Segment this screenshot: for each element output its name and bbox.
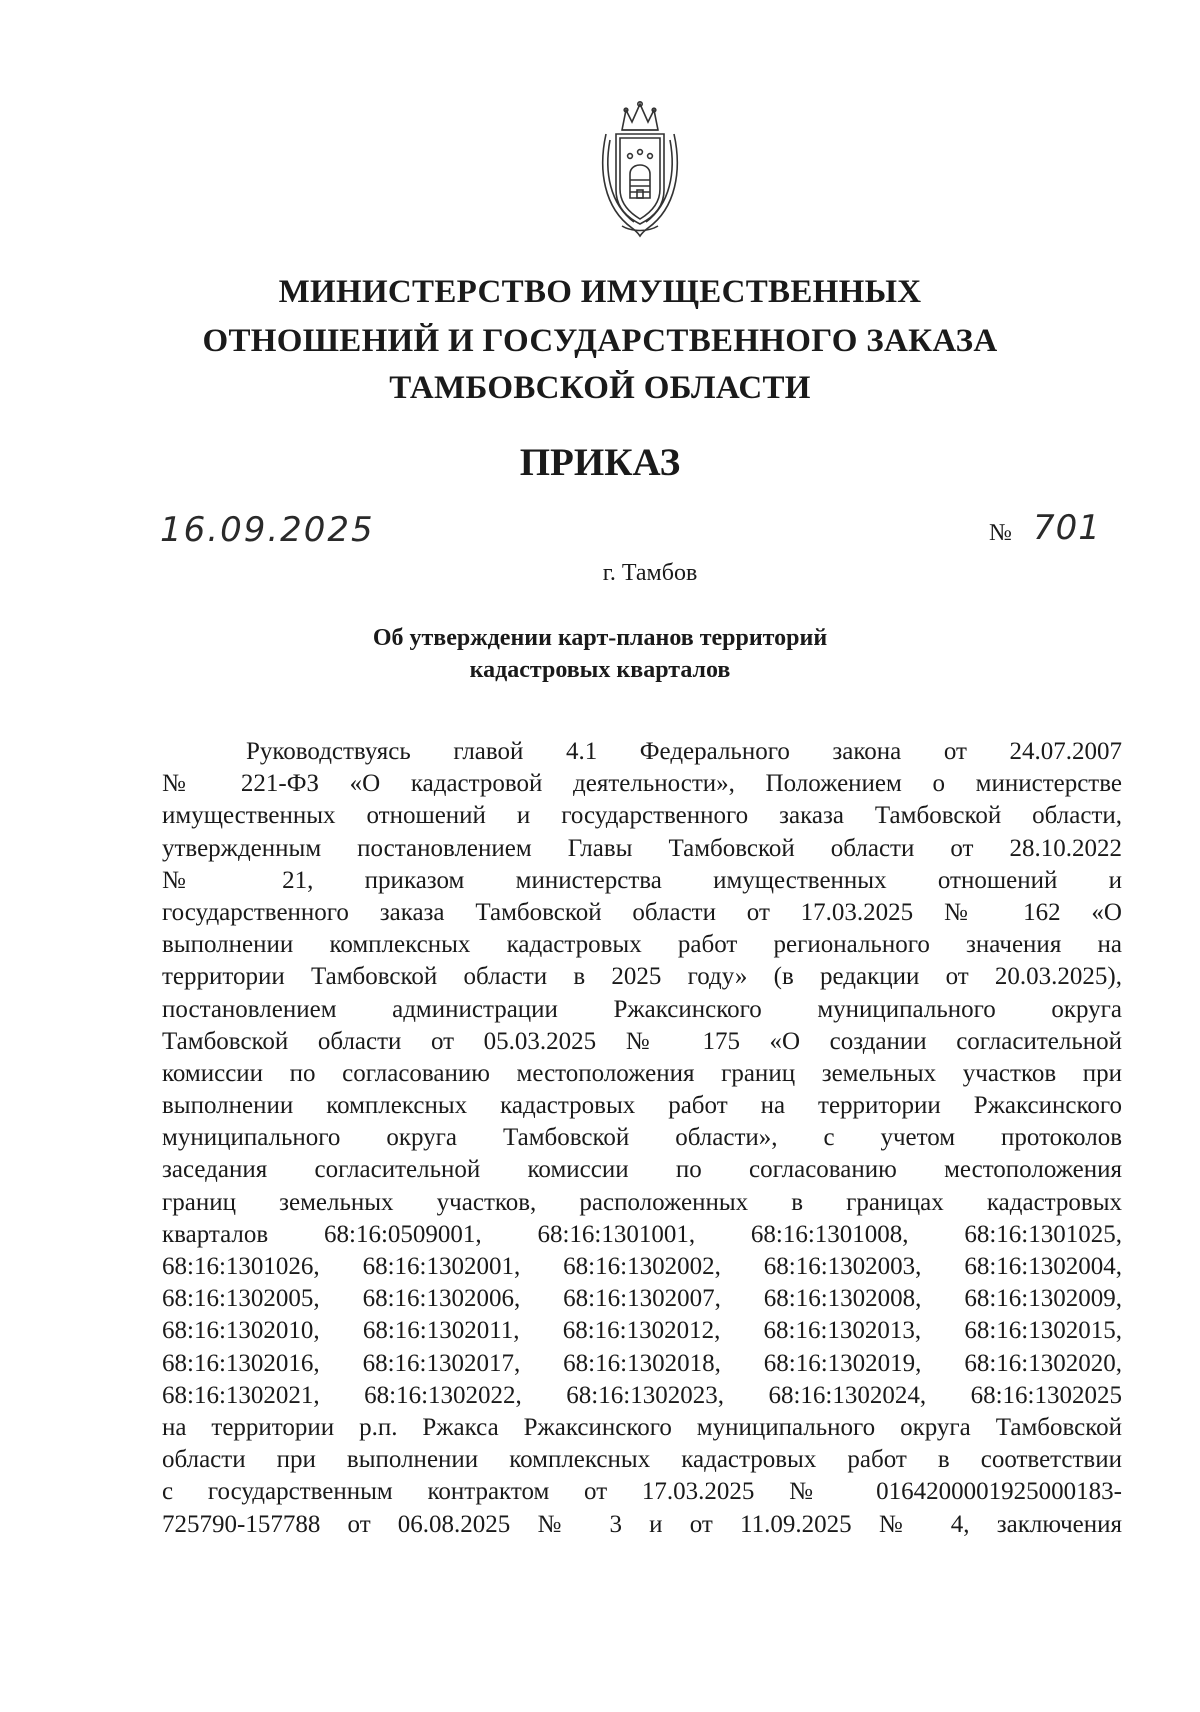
coat-of-arms-emblem — [592, 100, 688, 240]
body-line: территории Тамбовской области в 2025 году» (в редакции от 20.03.2025), — [162, 963, 1122, 991]
body-line: № 221-ФЗ «О кадастровой деятельности», Положением о министерстве — [162, 770, 1122, 798]
body-line: муниципального округа Тамбовской области», с учетом протоколов — [162, 1124, 1122, 1152]
order-subject-line-1: Об утверждении карт-планов территорий — [372, 625, 828, 651]
body-line: заседания согласительной комиссии по согласованию местоположения — [162, 1156, 1122, 1184]
body-line: кварталов 68:16:0509001, 68:16:1301001, 68:16:1301008, 68:16:1301025, — [162, 1220, 1122, 1248]
number-label: № — [989, 520, 1012, 546]
body-line: Тамбовской области от 05.03.2025 № 175 «О создании согласительной — [162, 1027, 1122, 1055]
body-line: 725790-157788 от 06.08.2025 № 3 и от 11.09.2025 № 4, заключения — [162, 1510, 1122, 1538]
body-line: утвержденным постановлением Главы Тамбовской области от 28.10.2022 — [162, 834, 1122, 862]
body-line: государственного заказа Тамбовской области от 17.03.2025 № 162 «О — [162, 898, 1122, 926]
body-line: № 21, приказом министерства имущественных отношений и — [162, 866, 1122, 894]
body-line: Руководствуясь главой 4.1 Федерального закона от 24.07.2007 — [246, 738, 1122, 765]
body-line: 68:16:1302010, 68:16:1302011, 68:16:1302012, 68:16:1302013, 68:16:1302015, — [162, 1317, 1122, 1345]
body-line: имущественных отношений и государственного заказа Тамбовской области, — [162, 802, 1122, 830]
body-line: постановлением администрации Ржаксинского муниципального округа — [162, 995, 1122, 1023]
body-line: границ земельных участков, расположенных в границах кадастровых — [162, 1188, 1122, 1216]
body-line: с государственным контрактом от 17.03.2025 № 0164200001925000183- — [162, 1478, 1122, 1506]
body-line: 68:16:1302005, 68:16:1302006, 68:16:1302007, 68:16:1302008, 68:16:1302009, — [162, 1285, 1122, 1313]
order-subject-line-2: кадастровых кварталов — [469, 657, 731, 683]
document-type-heading: ПРИКАЗ — [519, 441, 681, 484]
body-line: выполнении комплексных кадастровых работ регионального значения на — [162, 931, 1122, 959]
body-line: на территории р.п. Ржакса Ржаксинского муниципального округа Тамбовской — [162, 1413, 1122, 1441]
order-body-text — [162, 736, 1122, 1541]
handwritten-date: 16.09.2025 — [160, 510, 375, 550]
body-line: 68:16:1302016, 68:16:1302017, 68:16:1302018, 68:16:1302019, 68:16:1302020, — [162, 1349, 1122, 1377]
body-line: 68:16:1301026, 68:16:1302001, 68:16:1302002, 68:16:1302003, 68:16:1302004, — [162, 1253, 1122, 1280]
body-line: выполнении комплексных кадастровых работ на территории Ржаксинского — [162, 1092, 1122, 1120]
body-line: комиссии по согласованию местоположения границ земельных участков при — [162, 1059, 1122, 1087]
ministry-name-line-3: ТАМБОВСКОЙ ОБЛАСТИ — [389, 370, 811, 406]
city-line: г. Тамбов — [602, 560, 698, 586]
ministry-name-line-2: ОТНОШЕНИЙ И ГОСУДАРСТВЕННОГО ЗАКАЗА — [202, 323, 998, 359]
handwritten-order-number: 701 — [1033, 508, 1101, 548]
ministry-name-line-1: МИНИСТЕРСТВО ИМУЩЕСТВЕННЫХ — [278, 274, 922, 310]
body-line: области при выполнении комплексных кадастровых работ в соответствии — [162, 1446, 1122, 1474]
body-line: 68:16:1302021, 68:16:1302022, 68:16:1302023, 68:16:1302024, 68:16:1302025 — [162, 1381, 1122, 1409]
